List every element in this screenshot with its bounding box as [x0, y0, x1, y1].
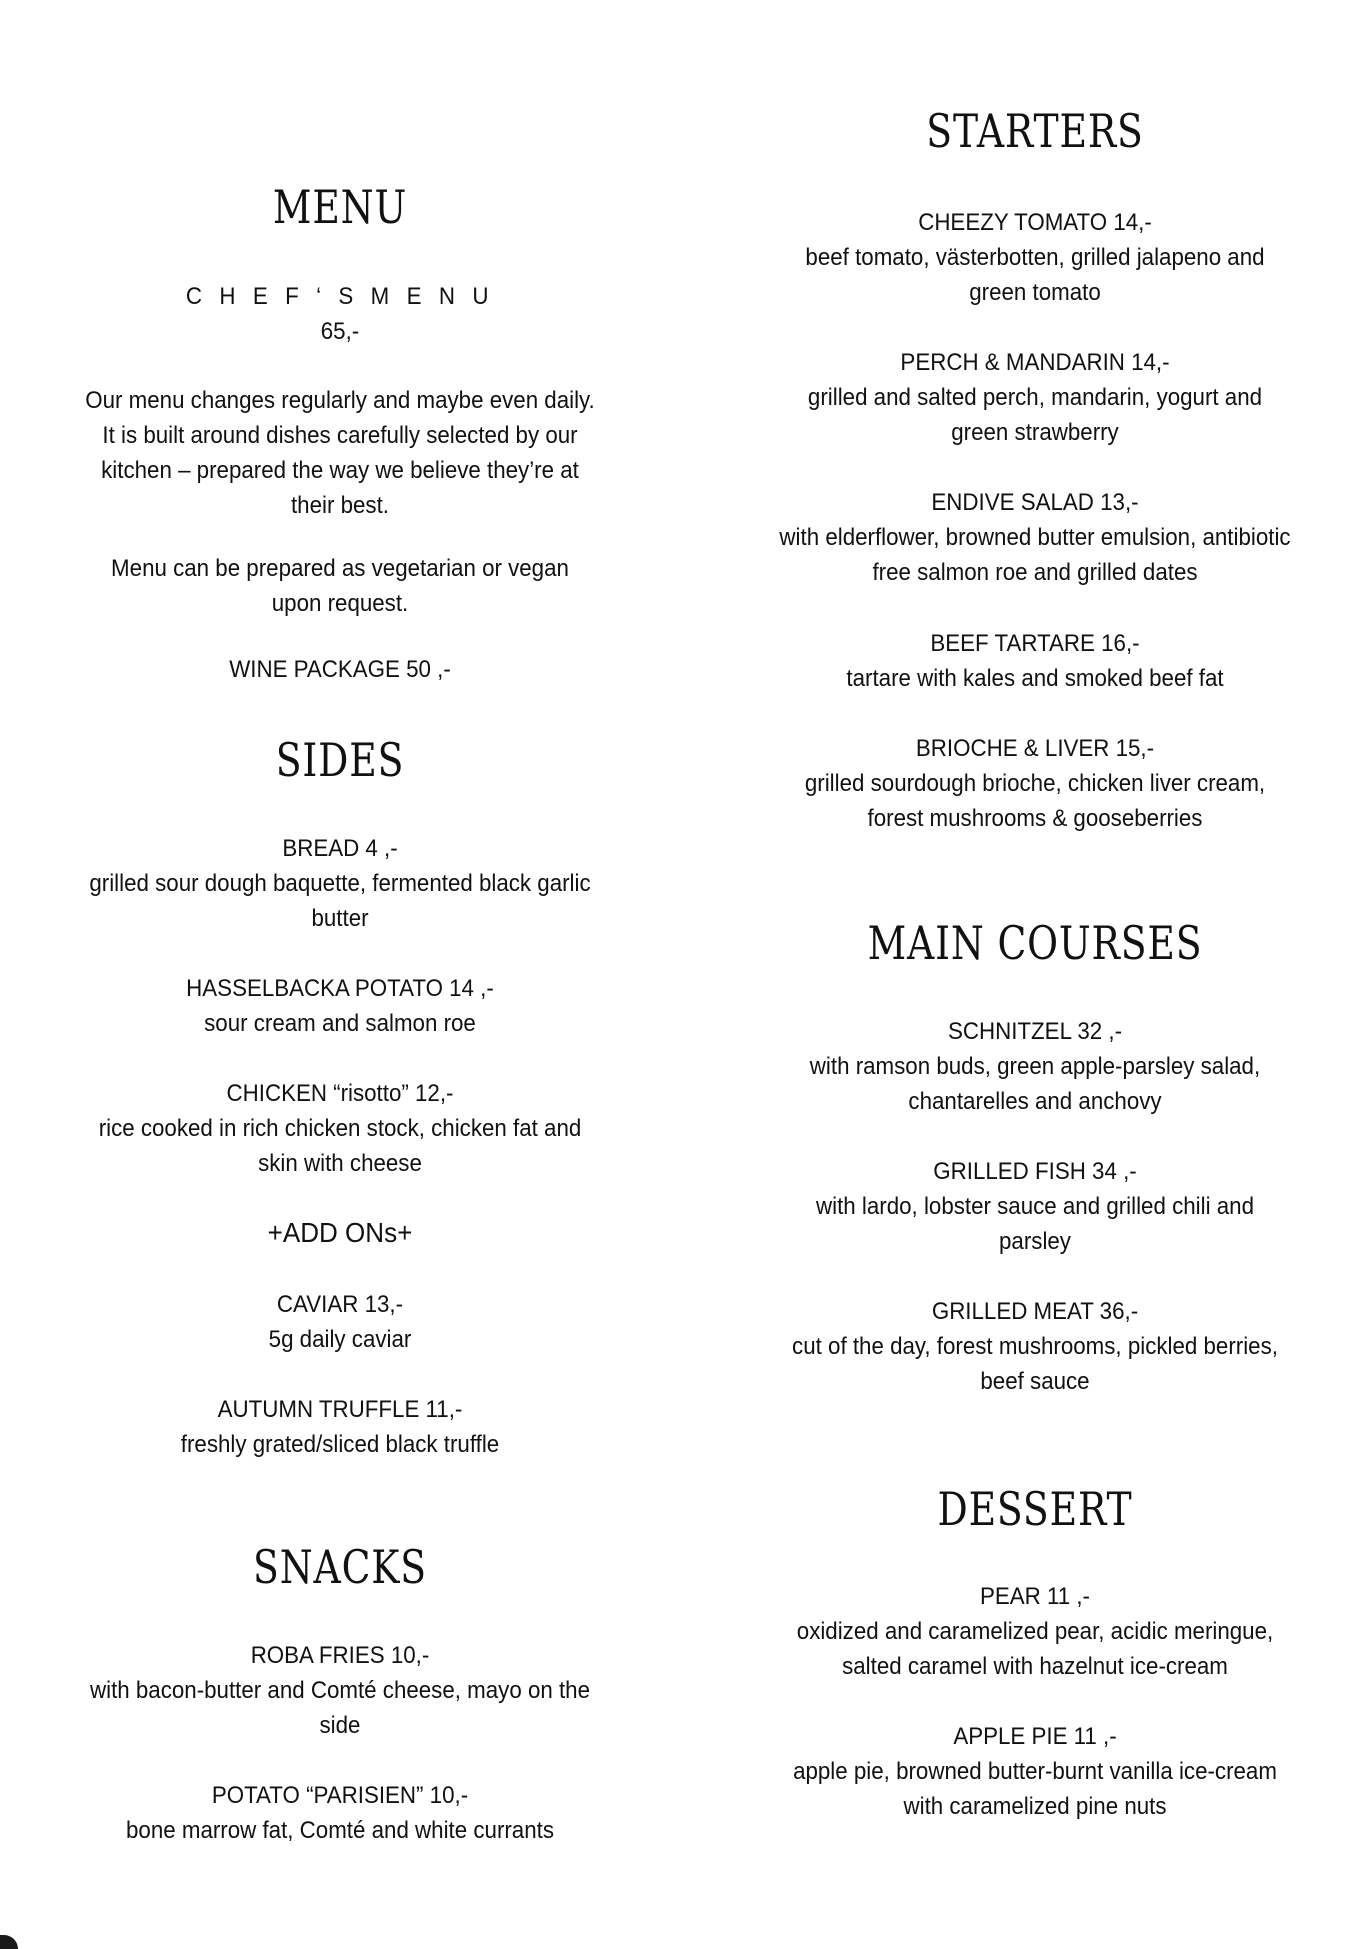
item-description: oxidized and caramelized pear, acidic meringue, — [796, 1618, 1274, 1645]
chefs-menu-price: 65,- — [320, 318, 360, 345]
menu-item-perch-mandarin — [775, 345, 1296, 450]
item-title: CHEEZY TOMATO 14,- — [918, 209, 1152, 236]
item-description: skin with cheese — [258, 1150, 422, 1177]
item-title: CHICKEN “risotto” 12,- — [226, 1080, 454, 1107]
vegetarian-note-line: upon request. — [271, 590, 409, 617]
item-title: GRILLED FISH 34 ,- — [933, 1158, 1137, 1185]
item-title: PERCH & MANDARIN 14,- — [900, 349, 1170, 376]
item-description: parsley — [999, 1228, 1071, 1255]
item-description: grilled sourdough brioche, chicken liver cream, — [804, 770, 1266, 797]
starters-heading: STARTERS — [926, 104, 1144, 158]
item-description: salted caramel with hazelnut ice-cream — [842, 1653, 1228, 1680]
menu-item-bread — [80, 831, 601, 936]
menu-item-autumn-truffle — [80, 1392, 601, 1462]
item-description: apple pie, browned butter-burnt vanilla ice-cream — [793, 1758, 1277, 1785]
item-title: GRILLED MEAT 36,- — [931, 1298, 1139, 1325]
menu-heading: MENU — [272, 180, 408, 234]
menu-item-grilled-fish — [775, 1154, 1296, 1259]
item-description: cut of the day, forest mushrooms, pickled berries, — [792, 1333, 1278, 1360]
add-ons-label — [80, 1215, 601, 1250]
item-description: rice cooked in rich chicken stock, chicken fat and — [98, 1115, 582, 1142]
item-description: 5g daily caviar — [268, 1326, 412, 1353]
item-description: with ramson buds, green apple-parsley salad, — [809, 1053, 1261, 1080]
menu-item-apple-pie — [775, 1719, 1296, 1824]
wine-package — [80, 652, 601, 687]
item-description: freshly grated/sliced black truffle — [180, 1431, 500, 1458]
item-description: beef sauce — [980, 1368, 1090, 1395]
dessert-heading: DESSERT — [937, 1482, 1133, 1536]
item-description: with caramelized pine nuts — [903, 1793, 1167, 1820]
menu-item-brioche-liver — [775, 731, 1296, 836]
chefs-menu-label: C H E F ‘ S M E N U — [185, 283, 495, 310]
item-description: beef tomato, västerbotten, grilled jalapeno and — [805, 244, 1265, 271]
item-title: AUTUMN TRUFFLE 11,- — [217, 1396, 463, 1423]
menu-description — [80, 383, 601, 523]
item-description: tartare with kales and smoked beef fat — [846, 665, 1224, 692]
menu-item-endive-salad — [775, 485, 1296, 590]
snacks-heading: SNACKS — [253, 1540, 427, 1594]
menu-item-chicken-risotto — [80, 1076, 601, 1181]
menu-item-beef-tartare — [775, 626, 1296, 696]
item-description: grilled and salted perch, mandarin, yogurt and — [807, 384, 1263, 411]
item-title: SCHNITZEL 32 ,- — [947, 1018, 1123, 1045]
vegetarian-note — [80, 551, 601, 621]
wine-package-label: WINE PACKAGE 50 ,- — [229, 656, 451, 683]
item-description: with lardo, lobster sauce and grilled chili and — [816, 1193, 1254, 1220]
item-description: forest mushrooms & gooseberries — [867, 805, 1203, 832]
item-description: with elderflower, browned butter emulsion, antibiotic — [779, 524, 1291, 551]
item-description: chantarelles and anchovy — [908, 1088, 1162, 1115]
item-description: free salmon roe and grilled dates — [872, 559, 1198, 586]
item-description: green tomato — [969, 279, 1101, 306]
item-title: CAVIAR 13,- — [276, 1291, 404, 1318]
menu-description-line: their best. — [290, 492, 389, 519]
vegetarian-note-line: Menu can be prepared as vegetarian or vegan — [111, 555, 569, 582]
item-title: ROBA FRIES 10,- — [250, 1642, 430, 1669]
menu-description-line: Our menu changes regularly and maybe even daily. — [85, 387, 595, 414]
item-title: ENDIVE SALAD 13,- — [931, 489, 1139, 516]
corner-mark — [0, 1935, 18, 1949]
item-title: APPLE PIE 11 ,- — [953, 1723, 1117, 1750]
menu-item-roba-fries — [80, 1638, 601, 1743]
menu-item-potato-parisien — [80, 1778, 601, 1848]
menu-item-hasselbacka-potato — [80, 971, 601, 1041]
item-title: POTATO “PARISIEN” 10,- — [211, 1782, 469, 1809]
item-title: BREAD 4 ,- — [282, 835, 398, 862]
item-description: sour cream and salmon roe — [204, 1010, 476, 1037]
menu-description-line: It is built around dishes carefully selected by our — [102, 422, 578, 449]
menu-description-line: kitchen – prepared the way we believe they’re at — [101, 457, 579, 484]
menu-item-schnitzel — [775, 1014, 1296, 1119]
menu-item-caviar — [80, 1287, 601, 1357]
item-title: BEEF TARTARE 16,- — [930, 630, 1140, 657]
add-ons-text: +ADD ONs+ — [267, 1217, 413, 1248]
main-courses-heading: MAIN COURSES — [867, 916, 1203, 970]
item-title: BRIOCHE & LIVER 15,- — [915, 735, 1155, 762]
item-description: with bacon-butter and Comté cheese, mayo on the — [89, 1677, 591, 1704]
menu-item-grilled-meat — [775, 1294, 1296, 1399]
item-description: bone marrow fat, Comté and white currants — [125, 1817, 555, 1844]
menu-item-cheezy-tomato — [775, 205, 1296, 310]
item-title: PEAR 11 ,- — [979, 1583, 1090, 1610]
chefs-menu — [80, 279, 601, 349]
sides-heading: SIDES — [275, 733, 405, 787]
item-description: grilled sour dough baquette, fermented black garlic — [89, 870, 591, 897]
menu-item-pear — [775, 1579, 1296, 1684]
item-description: side — [319, 1712, 361, 1739]
item-description: green strawberry — [951, 419, 1119, 446]
item-title: HASSELBACKA POTATO 14 ,- — [186, 975, 494, 1002]
item-description: butter — [311, 905, 369, 932]
